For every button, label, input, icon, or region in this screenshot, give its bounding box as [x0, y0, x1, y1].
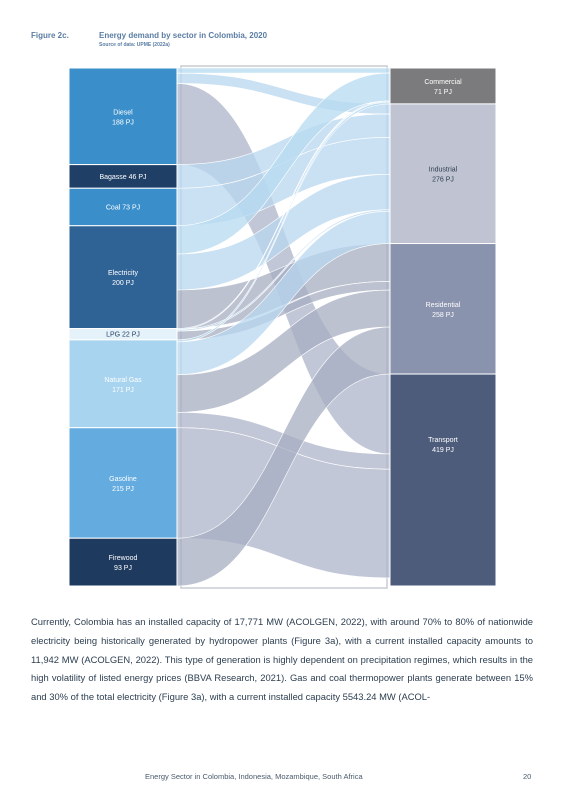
- source-label-electricity: Electricity: [108, 270, 138, 278]
- target-value-industrial: 276 PJ: [432, 176, 454, 184]
- source-value-gasoline: 215 PJ: [112, 485, 134, 493]
- target-value-commercial: 71 PJ: [434, 88, 452, 96]
- source-value-diesel: 188 PJ: [112, 119, 134, 127]
- figure-title: Energy demand by sector in Colombia, 2020: [99, 31, 268, 40]
- source-label-gasoline: Gasoline: [109, 475, 137, 483]
- source-label-natural-gas: Natural Gas: [104, 376, 142, 384]
- source-label-bagasse: Bagasse 46 PJ: [99, 173, 147, 181]
- figure-source: Source of data: UPME (2022a): [99, 42, 170, 48]
- flows-group: [177, 68, 390, 586]
- target-label-industrial: Industrial: [428, 166, 458, 174]
- source-value-natural-gas: 171 PJ: [112, 386, 134, 394]
- target-label-commercial: Commercial: [424, 78, 462, 86]
- target-node-transport: [390, 374, 496, 586]
- target-value-residential: 258 PJ: [432, 311, 454, 319]
- target-label-transport: Transport: [428, 437, 458, 445]
- body-paragraph: Currently, Colombia has an installed capacity of 17,771 MW (ACOLGEN, 2022), with around 70% to 80% of nationwide electricity being historically generated by hydropower plants (Figure 3a), with a current installed capacity amounts to 11,942 MW (ACOLGEN, 2022). This type of generation is highly dependent on precipitation regimes, which results in the high volatility of listed energy prices (BBVA Research, 2021). Gas and coal thermopower plants generate between 15% and 30% of the total electricity (Figure 3a), with a current installed capacity 5543.24 MW (ACOL-: [31, 616, 533, 703]
- page-number: 20: [523, 772, 532, 781]
- source-value-firewood: 93 PJ: [114, 565, 132, 573]
- figure-number: Figure 2c.: [31, 31, 69, 40]
- target-value-transport: 419 PJ: [432, 447, 454, 455]
- source-label-diesel: Diesel: [113, 109, 133, 117]
- footer-title: Energy Sector in Colombia, Indonesia, Mozambique, South Africa: [145, 772, 363, 781]
- source-value-electricity: 200 PJ: [112, 280, 134, 288]
- source-label-firewood: Firewood: [108, 555, 138, 563]
- source-label-lpg: LPG 22 PJ: [106, 331, 140, 339]
- source-label-coal: Coal 73 PJ: [105, 204, 141, 212]
- target-label-residential: Residential: [425, 301, 461, 309]
- flow-diesel-to-commercial: [177, 68, 390, 73]
